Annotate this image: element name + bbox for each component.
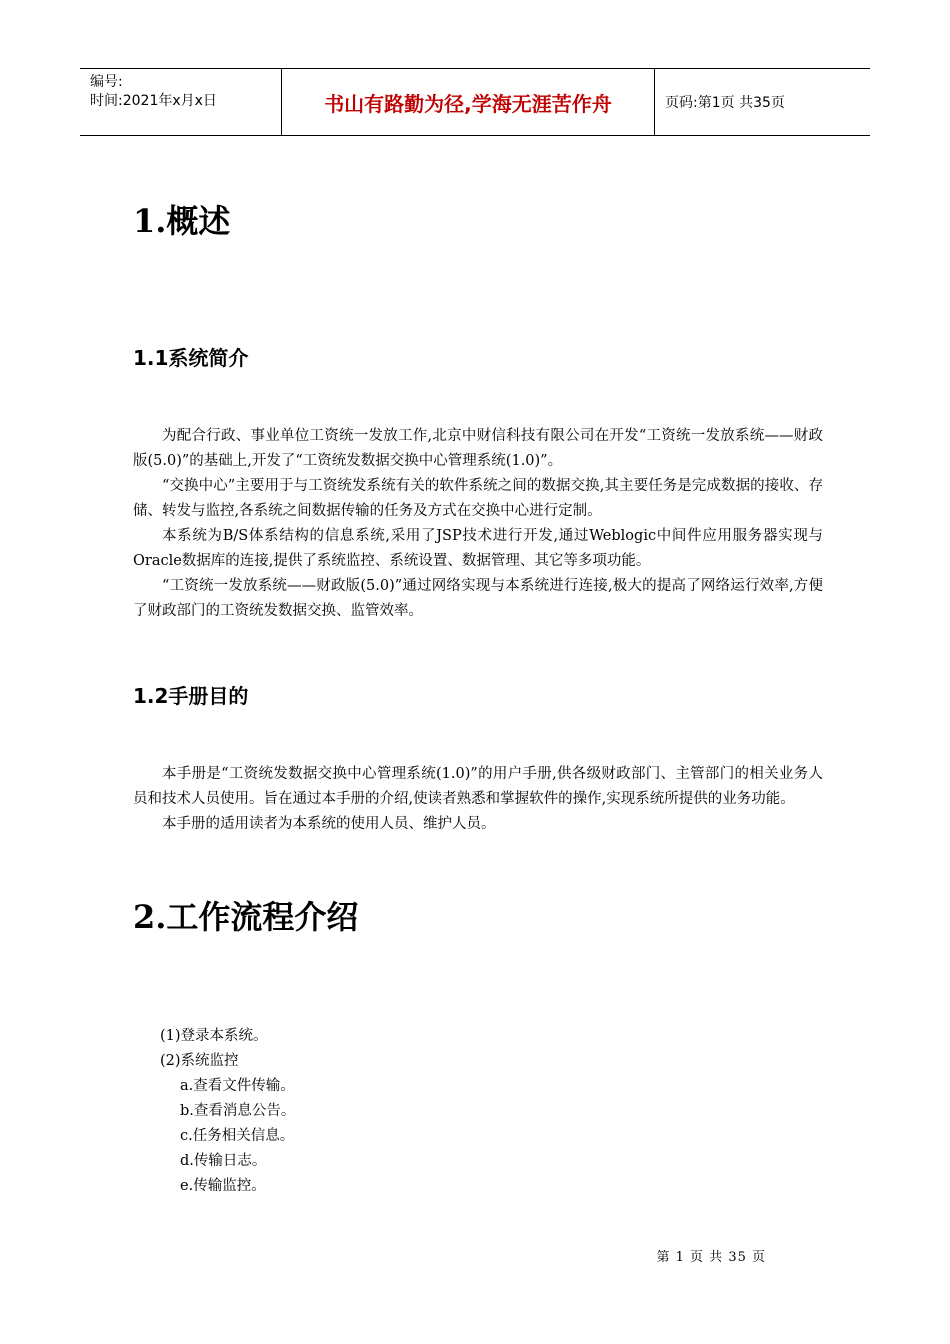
time-label: 时间:2021年x月x日	[90, 93, 217, 109]
paragraph: “交换中心”主要用于与工资统发系统有关的软件系统之间的数据交换,其主要任务是完成数据的接收、存储、转发与监控,各系统之间数据传输的任务及方式在交换中心进行定制。	[133, 478, 823, 519]
list-item: e.传输监控。	[180, 1178, 266, 1194]
section-1-title: 1.概述	[133, 202, 231, 240]
list-item: b.查看消息公告。	[180, 1103, 296, 1119]
section-1-1-title: 1.1系统简介	[133, 346, 249, 370]
section-1-2-body	[133, 762, 823, 837]
paragraph: 本手册的适用读者为本系统的使用人员、维护人员。	[162, 816, 496, 832]
list-item: (2)系统监控	[160, 1053, 239, 1069]
list-item: (1)登录本系统。	[160, 1028, 268, 1044]
section-1-1-body	[133, 424, 823, 624]
list-item: c.任务相关信息。	[180, 1128, 295, 1144]
section-2-title: 2.工作流程介绍	[133, 898, 359, 936]
workflow-list	[160, 1024, 295, 1199]
header-meta	[80, 69, 282, 135]
page-footer: 第 1 页 共 35 页	[656, 1250, 766, 1265]
header-page-info: 页码:第1页 共35页	[665, 95, 785, 111]
list-item: a.查看文件传输。	[180, 1078, 295, 1094]
header-motto: 书山有路勤为径,学海无涯苦作舟	[282, 69, 655, 135]
list-item: d.传输日志。	[180, 1153, 267, 1169]
paragraph: “工资统一发放系统——财政版(5.0)”通过网络实现与本系统进行连接,极大的提高了网络运行效率,方便了财政部门的工资统发数据交换、监管效率。	[133, 578, 823, 619]
number-label: 编号:	[90, 74, 123, 90]
header-table	[80, 68, 870, 136]
paragraph: 本手册是“工资统发数据交换中心管理系统(1.0)”的用户手册,供各级财政部门、主管部门的相关业务人员和技术人员使用。旨在通过本手册的介绍,使读者熟悉和掌握软件的操作,实现系统所提供的业务功能。	[133, 766, 823, 807]
paragraph: 为配合行政、事业单位工资统一发放工作,北京中财信科技有限公司在开发“工资统一发放系统——财政版(5.0)”的基础上,开发了“工资统发数据交换中心管理系统(1.0)”。	[133, 428, 823, 469]
paragraph: 本系统为B/S体系结构的信息系统,采用了JSP技术进行开发,通过Weblogic中间件应用服务器实现与Oracle数据库的连接,提供了系统监控、系统设置、数据管理、其它等多项功能。	[133, 528, 823, 569]
section-1-2-title: 1.2手册目的	[133, 684, 249, 708]
